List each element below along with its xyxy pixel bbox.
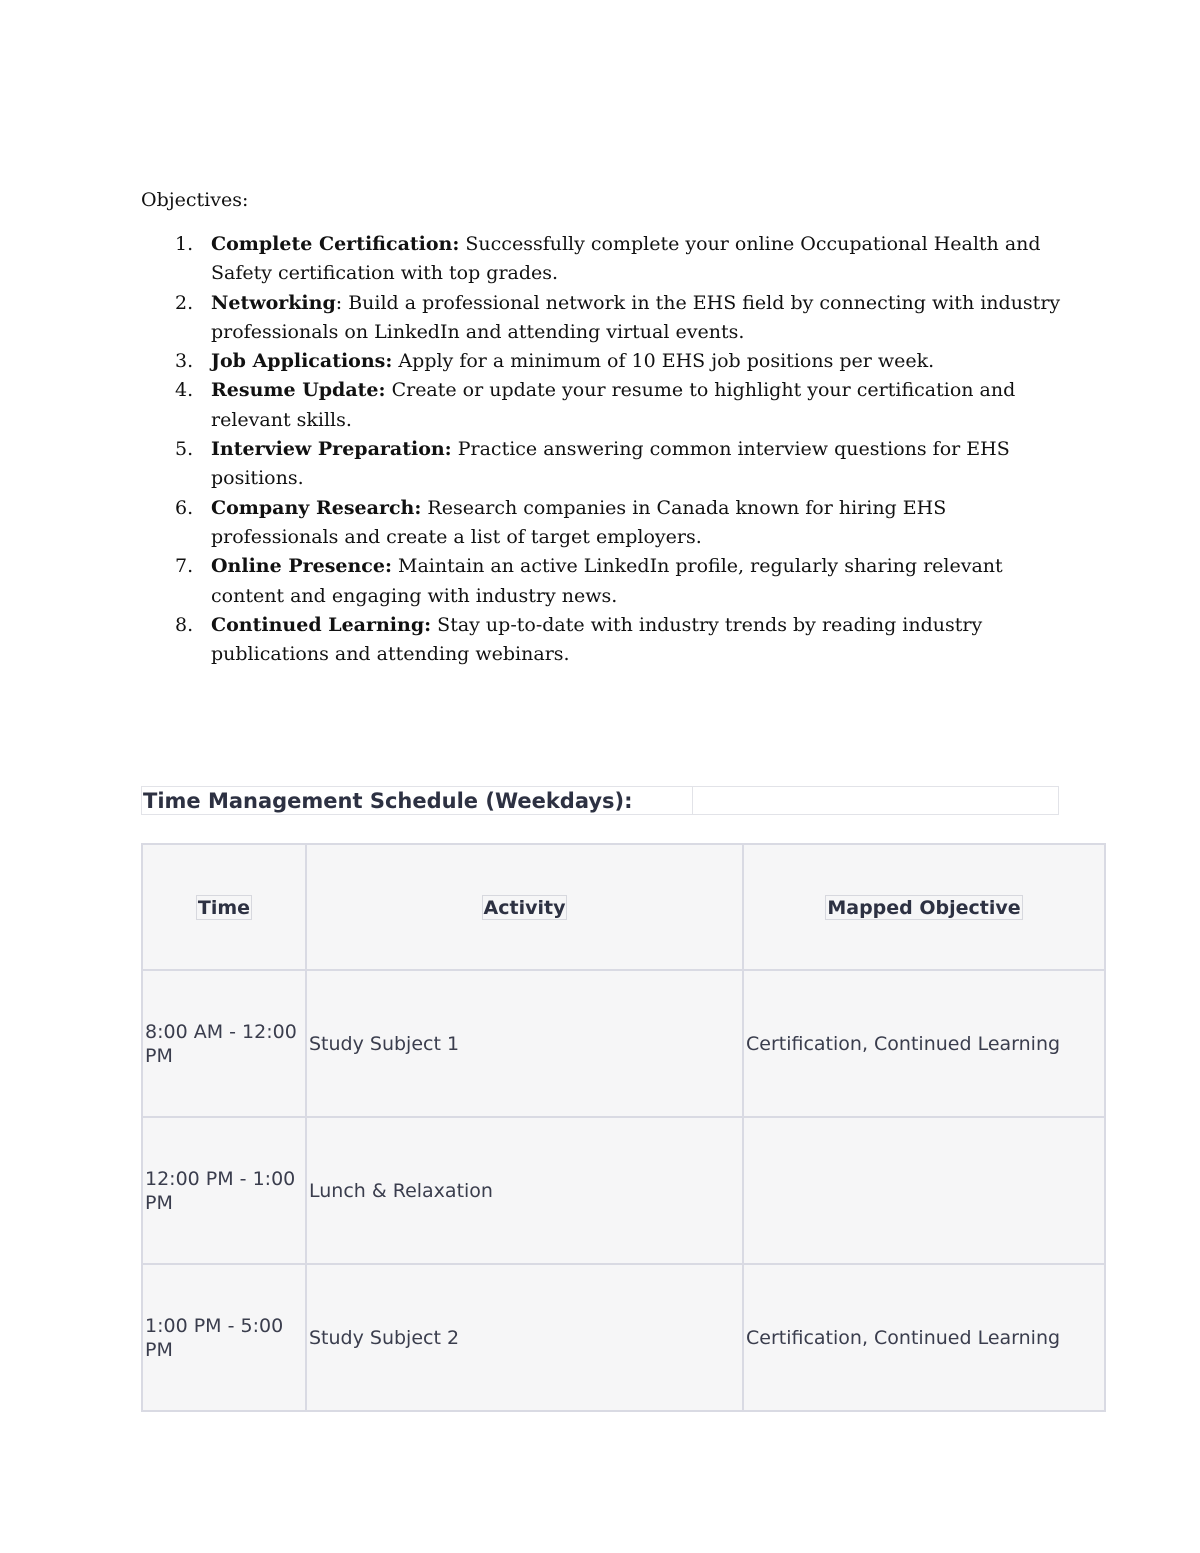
- objective-text: Create or update your resume to highlight your certification and relevant skills.: [211, 379, 1016, 431]
- header-activity-label: Activity: [483, 896, 566, 919]
- objective-term: Networking: [211, 291, 336, 314]
- objective-text: Research companies in Canada known for hiring EHS professionals and create a list of target employers.: [211, 496, 947, 548]
- objective-term: Online Presence:: [211, 555, 392, 578]
- objective-item: [141, 435, 1071, 494]
- header-time-label: Time: [197, 896, 251, 919]
- objective-number: 3.: [175, 350, 194, 373]
- table-header-row: [142, 844, 1105, 970]
- objective-item: [141, 347, 1071, 376]
- objective-term: Complete Certification:: [211, 233, 460, 255]
- header-mapped-objective: [743, 844, 1105, 970]
- objective-text: Stay up-to-date with industry trends by reading industry publications and attending webinars.: [211, 613, 983, 666]
- objective-number: 1.: [175, 233, 194, 255]
- objective-number: 7.: [175, 555, 194, 578]
- cell-time: 1:00 PM - 5:00 PM: [142, 1264, 306, 1411]
- objective-text: : Build a professional network in the EHS field by connecting with industry professionals on LinkedIn and attending virtual events.: [211, 291, 1061, 343]
- objective-text: Successfully complete your online Occupational Health and Safety certification with top grades.: [211, 233, 1041, 285]
- objective-number: 2.: [175, 291, 194, 314]
- objective-item: [141, 289, 1071, 348]
- objective-item: [141, 494, 1071, 553]
- cell-time: 8:00 AM - 12:00 PM: [142, 970, 306, 1117]
- cell-mapped-objective: Certification, Continued Learning: [743, 970, 1105, 1117]
- objective-number: 4.: [175, 379, 194, 402]
- header-mapped-objective-label: Mapped Objective: [827, 896, 1021, 919]
- objective-number: 6.: [175, 496, 194, 519]
- objective-term: Resume Update:: [211, 379, 386, 402]
- objective-number: 8.: [175, 613, 194, 636]
- objectives-list: [141, 230, 1071, 669]
- objectives-heading: Objectives:: [141, 189, 249, 211]
- objective-item: [141, 230, 1071, 289]
- objective-term: Job Applications:: [211, 350, 393, 373]
- table-row: [142, 970, 1105, 1117]
- header-time: [142, 844, 306, 970]
- objective-item: [141, 611, 1071, 670]
- header-activity: [306, 844, 743, 970]
- schedule-title-divider: [692, 787, 693, 814]
- objective-term: Company Research:: [211, 496, 422, 519]
- cell-mapped-objective: Certification, Continued Learning: [743, 1264, 1105, 1411]
- cell-time: 12:00 PM - 1:00 PM: [142, 1117, 306, 1264]
- cell-activity: Lunch & Relaxation: [306, 1117, 743, 1264]
- cell-mapped-objective: [743, 1117, 1105, 1264]
- objective-text: Maintain an active LinkedIn profile, regularly sharing relevant content and engaging with industry news.: [211, 555, 1003, 607]
- objective-item: [141, 552, 1071, 611]
- objective-term: Interview Preparation:: [211, 438, 452, 461]
- cell-activity: Study Subject 2: [306, 1264, 743, 1411]
- cell-activity: Study Subject 1: [306, 970, 743, 1117]
- objective-number: 5.: [175, 438, 194, 461]
- objective-term: Continued Learning:: [211, 613, 432, 636]
- table-row: [142, 1264, 1105, 1411]
- schedule-table: [141, 843, 1106, 1412]
- objective-text: Practice answering common interview questions for EHS positions.: [211, 438, 1010, 490]
- objective-item: [141, 376, 1071, 435]
- objective-text: Apply for a minimum of 10 EHS job positions per week.: [392, 350, 935, 373]
- table-row: [142, 1117, 1105, 1264]
- schedule-title: Time Management Schedule (Weekdays):: [143, 789, 633, 813]
